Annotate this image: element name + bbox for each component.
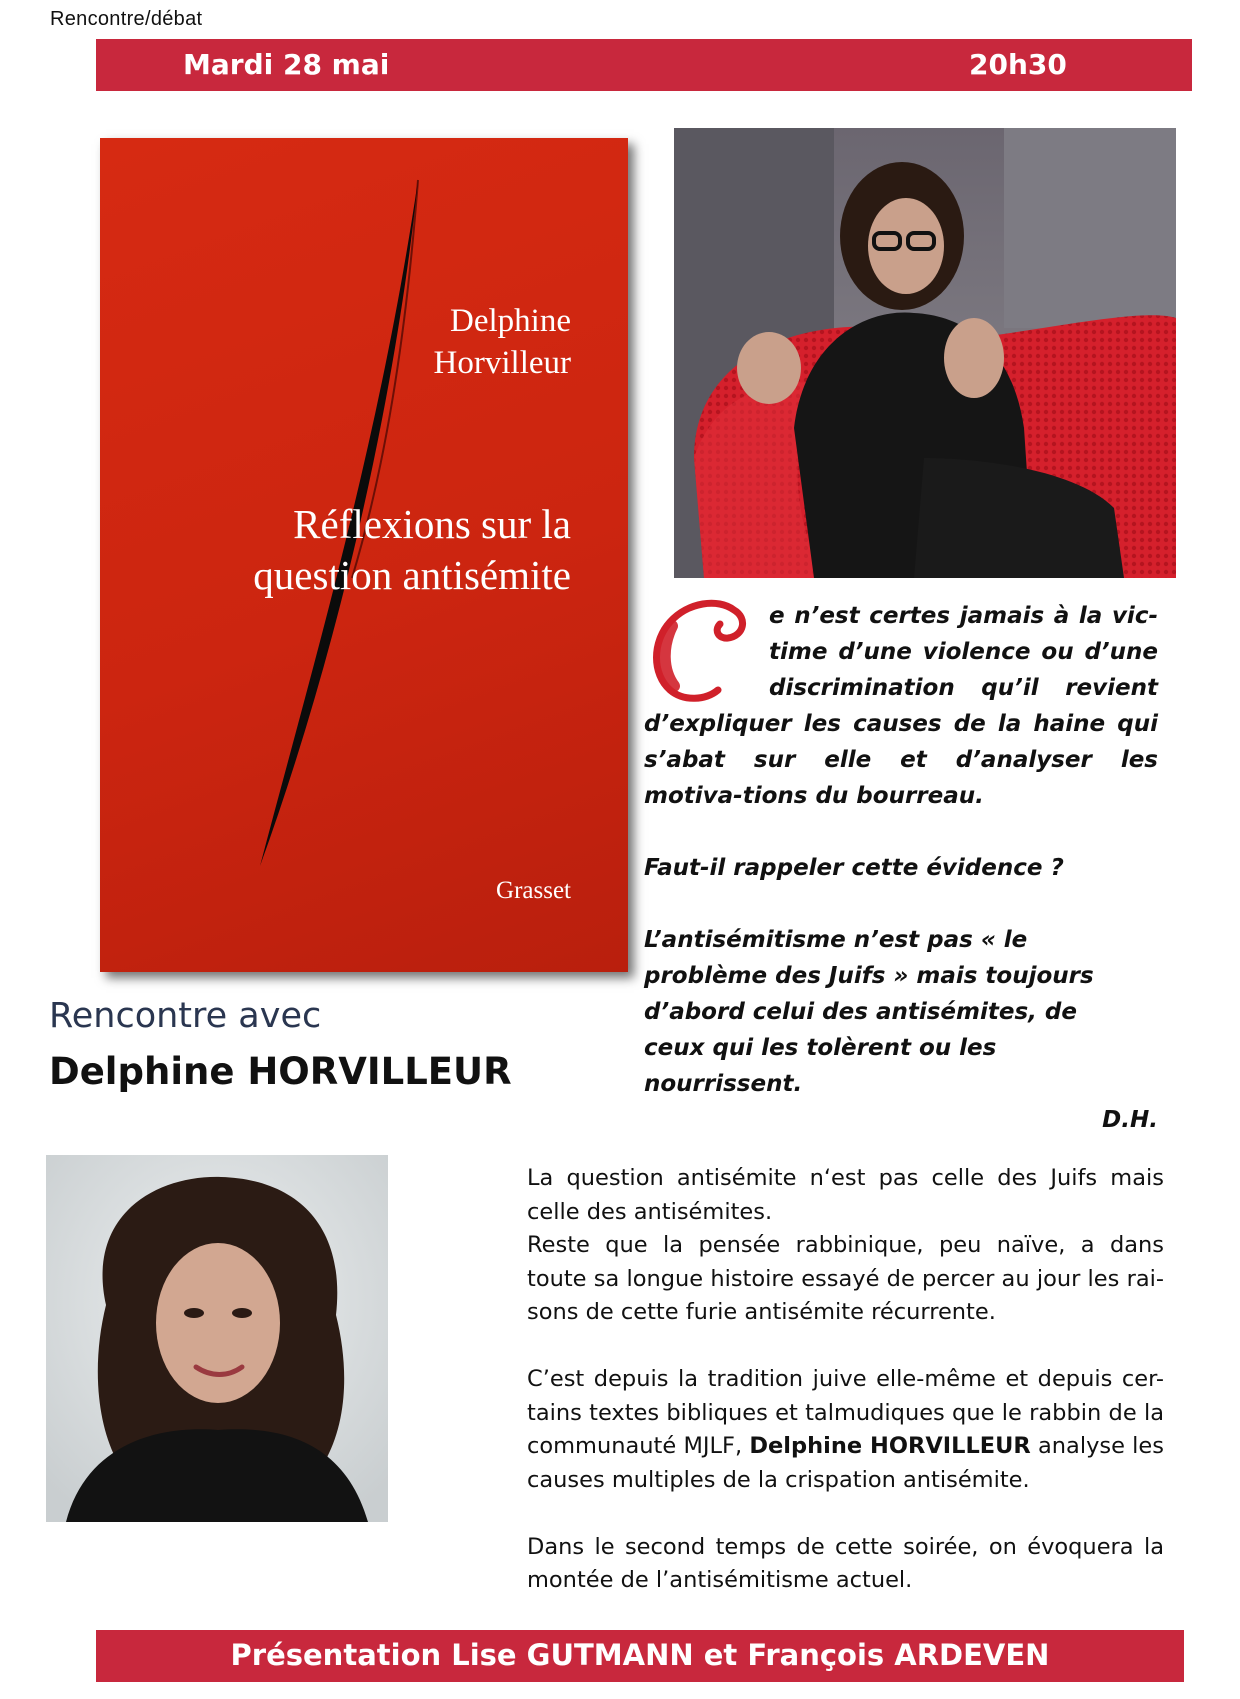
book-cover: [100, 138, 628, 972]
quote-line-1: e n’est certes jamais à la vic-: [769, 603, 1158, 629]
quote-statement: L’antisémitisme n’est pas « le problème des Juifs » mais toujours d’abord celui des antisémites, de ceux qui les tolèrent ou les nourrissent.: [644, 927, 1094, 1097]
description-paragraph-1a: La question antisémite n‘est pas celle des Juifs mais celle des antisémites.: [527, 1165, 1164, 1225]
description-paragraph-3: Dans le second temps de cette soirée, on évoquera la montée de l’antisémitisme actuel.: [527, 1533, 1164, 1593]
cover-publisher: Grasset: [496, 877, 571, 904]
pull-quote: [644, 598, 1158, 1138]
author-photo-interview: [674, 128, 1176, 578]
description-speaker-name: Delphine HORVILLEUR: [749, 1433, 1031, 1459]
cover-title: Réflexions sur la question antisémite: [253, 501, 571, 598]
quote-signature: D.H.: [1102, 1107, 1158, 1133]
date-banner: [96, 39, 1192, 91]
speaker-name: Delphine HORVILLEUR: [49, 1050, 512, 1093]
event-date: Mardi 28 mai: [183, 48, 390, 81]
description-paragraph-2: C’est depuis la tradition juive elle-même et depuis cer-tains textes bibliques et talmudiques que le rabbin de la communauté MJLF, Delphine HORVILLEUR analyse les causes multiples de la crispation antisémite.: [527, 1366, 1165, 1493]
author-portrait: [46, 1155, 388, 1522]
event-time: 20h30: [969, 48, 1067, 81]
quote-continuation: d’expliquer les causes de la haine qui s’abat sur elle et d’analyser les motiva-tions du bourreau.: [644, 711, 1158, 809]
quote-line-3: discrimination qu’il revient: [769, 675, 1158, 701]
presenters-banner: [96, 1630, 1184, 1682]
presenters-text: Présentation Lise GUTMANN et François ARDEVEN: [230, 1638, 1050, 1672]
quote-line-2: time d’une violence ou d’une: [769, 639, 1158, 665]
meeting-intro: Rencontre avec: [49, 996, 322, 1036]
cover-author: Delphine Horvilleur: [433, 303, 571, 381]
event-description: [527, 1162, 1164, 1598]
description-paragraph-1b: Reste que la pensée rabbinique, peu naïve, a dans toute sa longue histoire essayé de percer au jour les rai-sons de cette furie antisémite récurrente.: [527, 1232, 1164, 1325]
kicker-label: Rencontre/débat: [50, 8, 203, 30]
quote-question: Faut-il rappeler cette évidence ?: [644, 855, 1064, 881]
